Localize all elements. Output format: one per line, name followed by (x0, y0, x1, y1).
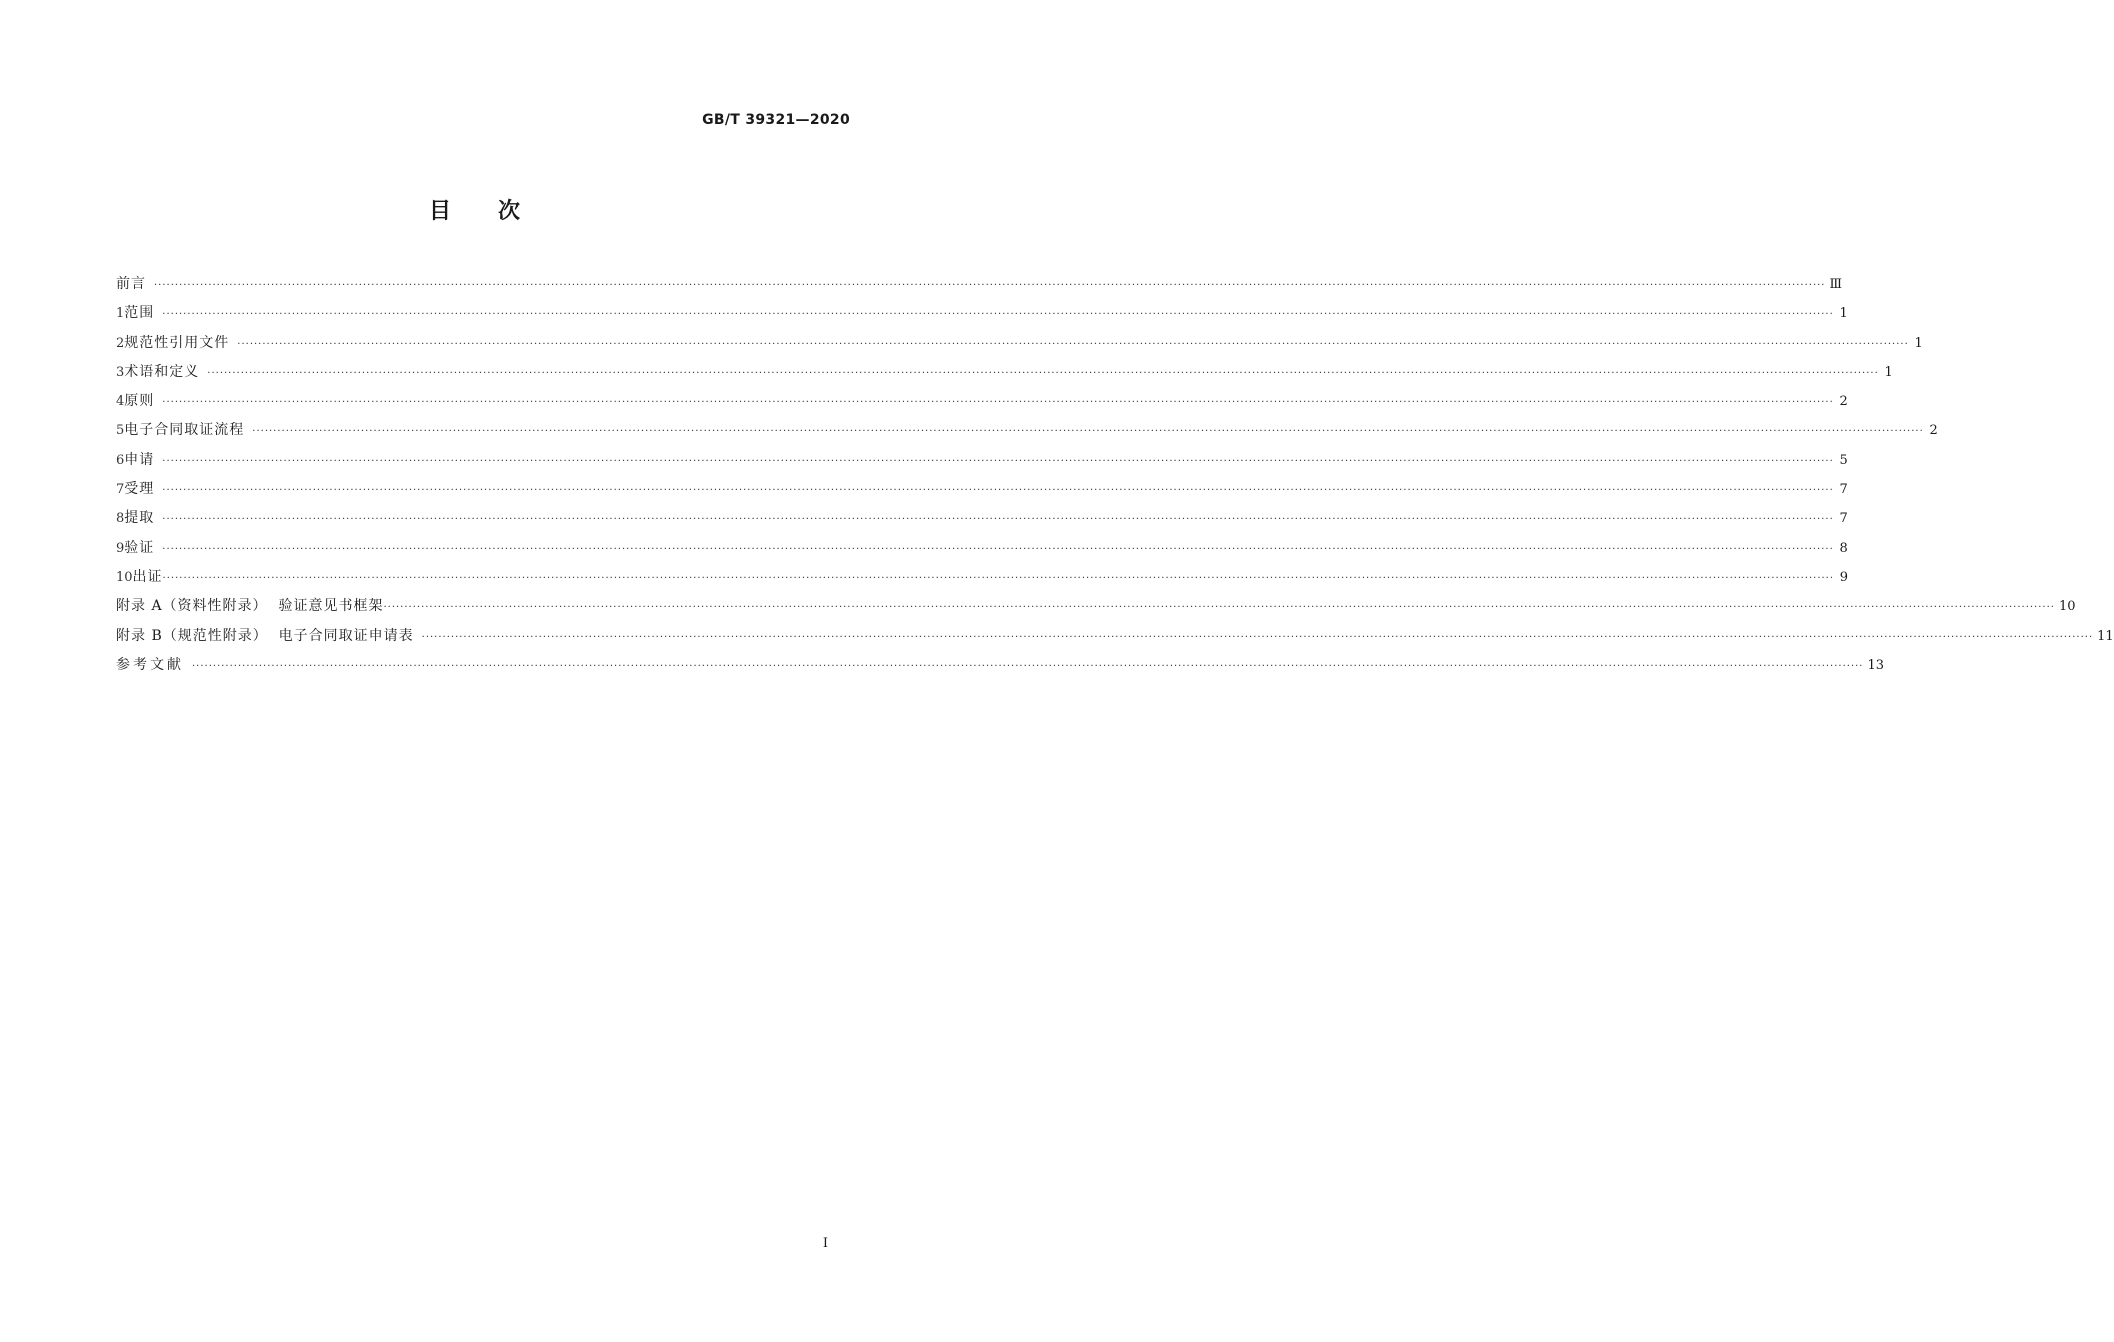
toc-entry-1[interactable] (116, 299, 1848, 328)
toc-entry-10[interactable] (116, 563, 1849, 592)
toc-label: 前言 (116, 276, 146, 292)
toc-label: 附录 B（规范性附录） 电子合同取证申请表 (116, 627, 414, 644)
toc-entry-4[interactable] (116, 387, 1848, 416)
toc-leader-dots: ················································································································································································································································································································································································································ (421, 631, 2094, 643)
toc-leader-dots: ················································································································································································································································································································································································································ (162, 572, 1835, 584)
toc-label: 受理 (124, 481, 155, 498)
toc-leader-dots: ················································································································································································································································································································································································································ (162, 543, 1834, 555)
toc-label: 规范性引用文件 (124, 334, 230, 351)
toc-label: 原则 (124, 393, 155, 410)
toc-number: 8 (116, 511, 125, 527)
standard-code: GB/T 39321—2020 (702, 112, 850, 128)
toc-entry-7[interactable] (116, 475, 1848, 504)
toc-leader-dots: ················································································································································································································································································································································································································ (192, 660, 1864, 672)
toc-entry-appendix-a[interactable] (116, 592, 2076, 621)
toc-page: 1 (1839, 306, 1848, 322)
toc-page: Ⅲ (1829, 277, 1843, 292)
toc-number: 1 (116, 306, 125, 322)
toc-number: 5 (116, 423, 125, 439)
toc-page: 9 (1839, 569, 1849, 585)
toc-number: 7 (116, 482, 125, 498)
toc-leader-dots: ················································································································································································································································································································································································································ (162, 309, 1834, 321)
toc-page: 1 (1884, 364, 1893, 380)
toc-number: 10 (116, 569, 133, 585)
toc-leader-dots: ················································································································································································································································································································································································································ (154, 280, 1826, 291)
toc-entry-9[interactable] (116, 534, 1848, 563)
toc-leader-dots: ················································································································································································································································································································································································································ (162, 455, 1834, 467)
toc-page: 7 (1839, 511, 1848, 527)
toc-leader-dots: ················································································································································································································································································································································································································ (162, 485, 1834, 497)
toc-page: 5 (1839, 452, 1848, 468)
toc-label: 附录 A（资料性附录） 验证意见书框架 (116, 598, 384, 615)
toc-entry-8[interactable] (116, 504, 1848, 533)
toc-page: 2 (1929, 423, 1938, 439)
toc-page: 13 (1867, 657, 1885, 673)
toc-number: 4 (116, 394, 125, 410)
toc-number: 9 (116, 540, 125, 556)
toc-page: 11 (2097, 628, 2114, 644)
toc-leader-dots: ················································································································································································································································································································································································································ (252, 426, 1924, 438)
toc-label: 提取 (124, 510, 155, 527)
toc-entry-3[interactable] (116, 358, 1893, 387)
toc-leader-dots: ················································································································································································································································································································································································································ (383, 602, 2055, 614)
toc-leader-dots: ················································································································································································································································································································································································································ (237, 338, 1909, 350)
toc-entry-2[interactable] (116, 329, 1923, 358)
toc-entry-bibliography[interactable] (116, 651, 1885, 680)
toc-label: 范围 (124, 305, 155, 322)
toc-number: 2 (116, 335, 125, 351)
toc-entry-foreword[interactable] (116, 270, 1843, 299)
page-number: I (822, 1236, 828, 1251)
toc-entry-5[interactable] (116, 416, 1938, 445)
table-of-contents (116, 270, 2114, 680)
toc-entry-appendix-b[interactable] (116, 622, 2114, 651)
toc-label: 电子合同取证流程 (124, 422, 245, 439)
toc-page: 10 (2058, 599, 2076, 615)
toc-number: 3 (116, 364, 125, 380)
toc-entry-6[interactable] (116, 446, 1848, 475)
toc-label: 术语和定义 (124, 363, 200, 380)
toc-page: 1 (1914, 335, 1923, 351)
toc-label: 验证 (124, 539, 155, 556)
toc-page: 7 (1839, 482, 1848, 498)
toc-page: 8 (1839, 540, 1848, 556)
page-title: 目 次 (428, 199, 521, 224)
toc-number: 6 (116, 452, 125, 468)
toc-label: 出证 (132, 568, 163, 585)
toc-page: 2 (1839, 394, 1848, 410)
toc-label: 参考文献 (116, 656, 184, 673)
toc-label: 申请 (124, 451, 155, 468)
toc-leader-dots: ················································································································································································································································································································································································································ (162, 514, 1834, 526)
toc-leader-dots: ················································································································································································································································································································································································································ (162, 397, 1834, 409)
toc-leader-dots: ················································································································································································································································································································································································································ (207, 367, 1879, 379)
